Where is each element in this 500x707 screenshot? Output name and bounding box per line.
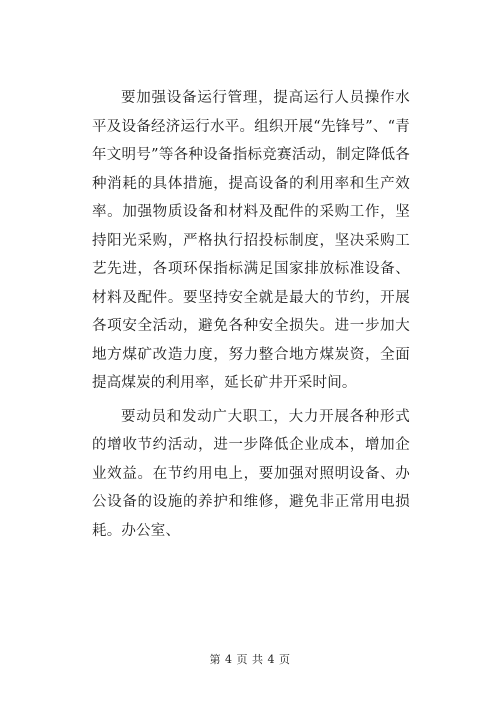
document-body [92, 84, 410, 545]
paragraph-cost-saving: 要动员和发动广大职工，大力开展各种形式的增收节约活动，进一步降低企业成本，增加企业效益。在节约用电上，要加强对照明设备、办公设备的设施的养护和维修，避免非正常用电损耗。办公室、 [92, 408, 410, 539]
paragraph-equipment-management: 要加强设备运行管理，提高运行人员操作水平及设备经济运行水平。组织开展“先锋号”、“青年文明号”等各种设备指标竞赛活动，制定降低各种消耗的具体措施，提高设备的利用率和生产效率。加强物质设备和材料及配件的采购工作，坚持阳光采购，严格执行招投标制度，坚决采购工艺先进，各项环保指标满足国家排放标准设备、材料及配件。要坚持安全就是最大的节约，开展各项安全活动，避免各种安全损失。进一步加大地方煤矿改造力度，努力整合地方煤炭资，全面提高煤炭的利用率，延长矿井开采时间。 [92, 90, 410, 391]
page-number-footer: 第 4 页 共 4 页 [209, 653, 291, 666]
